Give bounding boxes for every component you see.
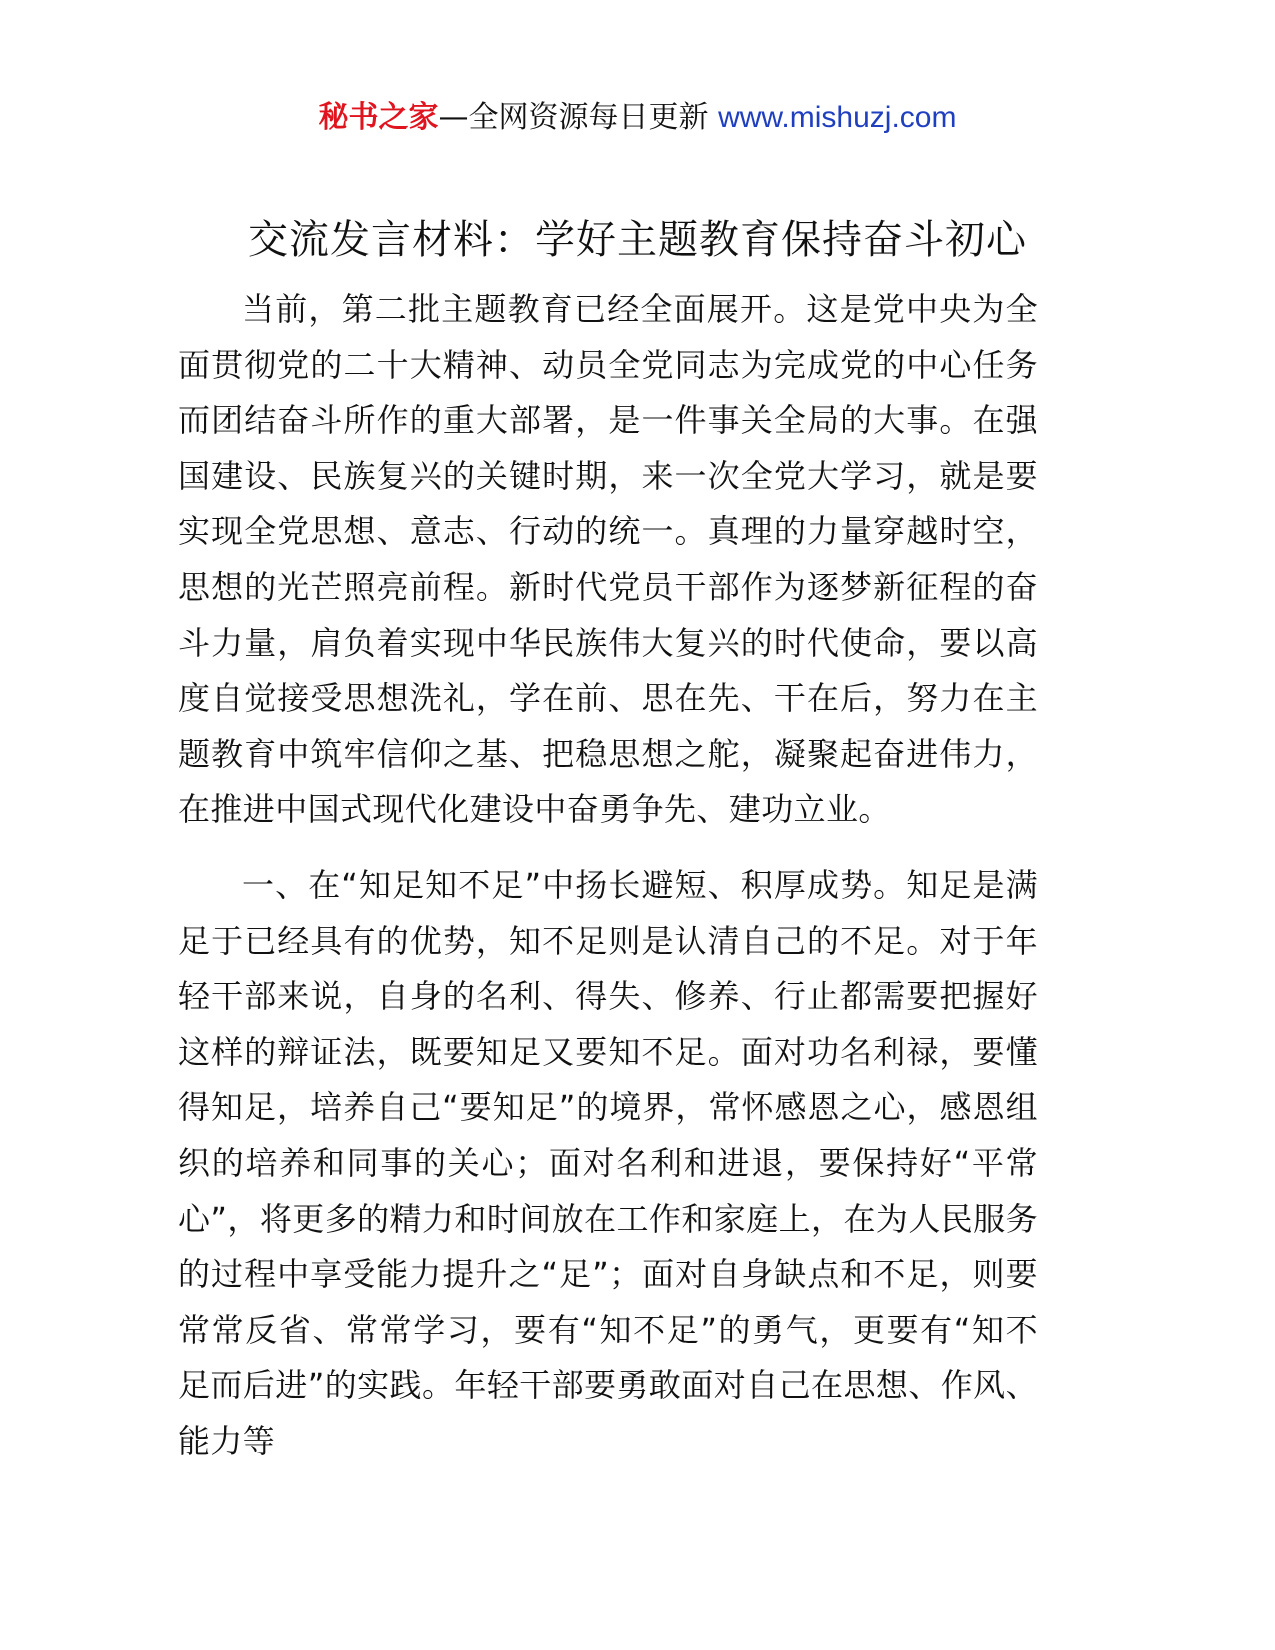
document-body: [178, 282, 1038, 1489]
paragraph-intro: 当前，第二批主题教育已经全面展开。这是党中央为全面贯彻党的二十大精神、动员全党同志为完成党的中心任务而团结奋斗所作的重大部署，是一件事关全局的大事。在强国建设、民族复兴的关键时期，来一次全党大学习，就是要实现全党思想、意志、行动的统一。真理的力量穿越时空，思想的光芒照亮前程。新时代党员干部作为逐梦新征程的奋斗力量，肩负着实现中华民族伟大复兴的时代使命，要以高度自觉接受思想洗礼，学在前、思在先、干在后，努力在主题教育中筑牢信仰之基、把稳思想之舵，凝聚起奋进伟力，在推进中国式现代化建设中奋勇争先、建功立业。: [178, 290, 1038, 829]
header-slogan: —全网资源每日更新: [438, 100, 719, 135]
site-header: [0, 98, 1275, 138]
site-url-link[interactable]: www.mishuzj.com: [718, 101, 957, 134]
document-title: 交流发言材料：学好主题教育保持奋斗初心: [248, 217, 1027, 263]
brand-name: 秘书之家: [318, 100, 439, 135]
paragraph-section-one: 一、在“知足知不足”中扬长避短、积厚成势。知足是满足于已经具有的优势，知不足则是认清自己的不足。对于年轻干部来说，自身的名利、得失、修养、行止都需要把握好这样的辩证法，既要知足又要知不足。面对功名利禄，要懂得知足，培养自己“要知足”的境界，常怀感恩之心，感恩组织的培养和同事的关心；面对名利和进退，要保持好“平常心”，将更多的精力和时间放在工作和家庭上，在为人民服务的过程中享受能力提升之“足”；面对自身缺点和不足，则要常常反省、常常学习，要有“知不足”的勇气，更要有“知不足而后进”的实践。年轻干部要勇敢面对自己在思想、作风、能力等: [178, 865, 1038, 1460]
